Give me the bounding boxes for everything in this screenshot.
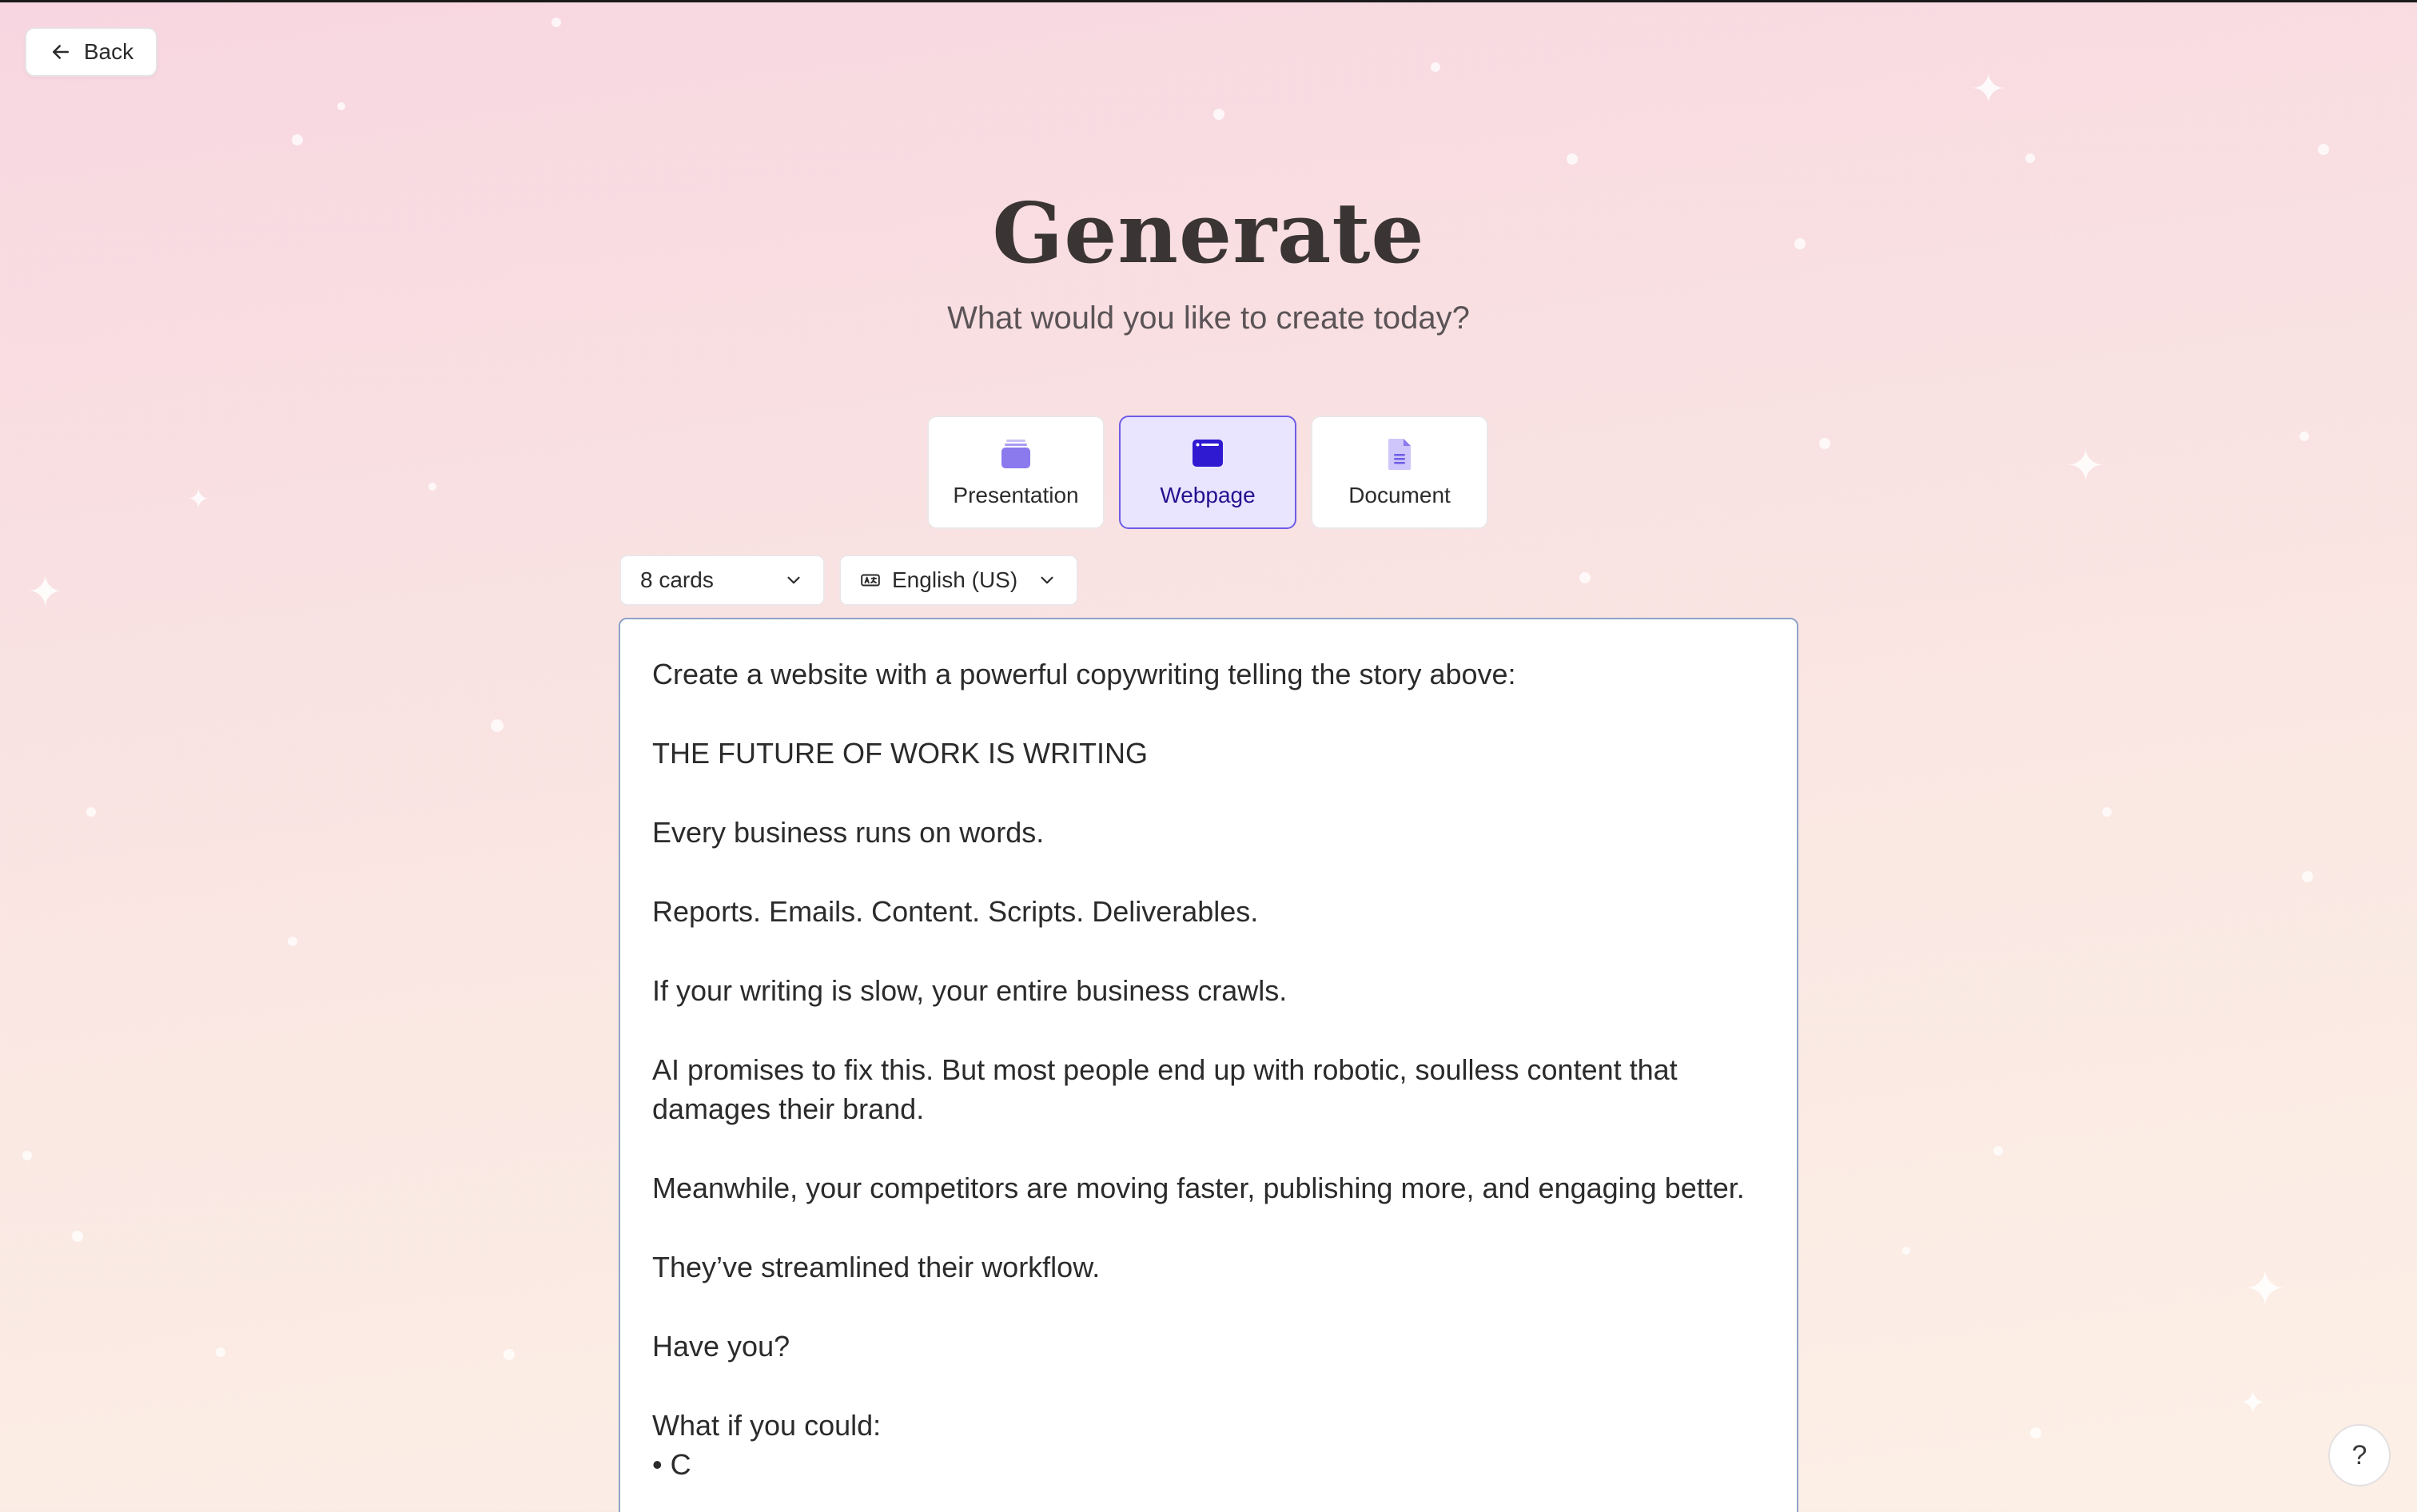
sparkle-dot: [551, 18, 561, 27]
help-icon: ?: [2351, 1439, 2367, 1470]
language-select[interactable]: [839, 555, 1078, 606]
prompt-line: AI promises to fix this. But most people end up with robotic, soulless content that damages their brand.: [652, 1053, 1686, 1125]
sparkle-dot: [2030, 1427, 2041, 1438]
sparkle-dot: [216, 1347, 225, 1357]
document-icon: [1382, 436, 1417, 472]
sparkle-dot: [2300, 432, 2309, 441]
type-card-webpage[interactable]: [1119, 416, 1296, 529]
sparkle-star: ✦: [2244, 1259, 2286, 1318]
sparkle-dot: [288, 937, 297, 946]
type-card-label: Presentation: [953, 483, 1079, 507]
type-card-document[interactable]: [1311, 416, 1488, 529]
sparkle-dot: [2302, 871, 2313, 882]
sparkle-dot: [1431, 62, 1440, 72]
sparkle-dot: [292, 134, 303, 145]
sparkle-dot: [1213, 109, 1224, 120]
sparkle-dot: [86, 807, 96, 817]
sparkle-star: ✦: [2067, 440, 2104, 492]
sparkle-star: ✦: [27, 567, 64, 617]
prompt-line: THE FUTURE OF WORK IS WRITING: [652, 737, 1148, 770]
sparkle-star: ✦: [187, 483, 210, 515]
sparkle-dot: [1993, 1146, 2003, 1156]
presentation-icon: [998, 436, 1033, 472]
chevron-down-icon: [783, 570, 804, 591]
page-title: Generate: [992, 184, 1425, 282]
chevron-down-icon: [1037, 570, 1057, 591]
sparkle-dot: [2318, 144, 2329, 155]
language-value: English (US): [892, 567, 1018, 592]
prompt-line: Meanwhile, your competitors are moving faster, publishing more, and engaging better.: [652, 1172, 1745, 1204]
type-card-presentation[interactable]: [927, 416, 1105, 529]
webpage-icon: [1190, 436, 1225, 472]
prompt-textarea[interactable]: [619, 618, 1798, 1512]
prompt-line: Create a website with a powerful copywriting telling the story above:: [652, 658, 1516, 690]
sparkle-dot: [504, 1349, 515, 1360]
type-card-label: Webpage: [1160, 483, 1256, 507]
sparkle-dot: [337, 102, 345, 110]
sparkle-dot: [428, 483, 436, 491]
window-top-border: [0, 0, 2417, 2]
generation-options: [619, 555, 1078, 606]
type-card-label: Document: [1348, 483, 1451, 507]
sparkle-dot: [2102, 807, 2112, 817]
sparkle-dot: [1902, 1247, 1910, 1255]
back-button[interactable]: [25, 27, 157, 77]
sparkle-star: ✦: [1971, 66, 2006, 113]
sparkle-dot: [1579, 572, 1591, 583]
help-button[interactable]: [2328, 1424, 2391, 1486]
sparkle-dot: [22, 1151, 32, 1160]
prompt-line: • C: [652, 1448, 691, 1481]
sparkle-star: ✦: [2240, 1385, 2267, 1422]
prompt-line: If your writing is slow, your entire business crawls.: [652, 974, 1288, 1007]
prompt-line: They’ve streamlined their workflow.: [652, 1251, 1101, 1283]
prompt-line: Have you?: [652, 1330, 790, 1363]
sparkle-dot: [1819, 438, 1830, 449]
content-type-selector: [927, 416, 1488, 529]
back-button-label: Back: [83, 39, 134, 64]
prompt-line: Every business runs on words.: [652, 816, 1045, 849]
arrow-left-icon: [49, 40, 73, 64]
sparkle-dot: [2025, 153, 2035, 163]
sparkle-dot: [491, 719, 504, 732]
prompt-line: What if you could:: [652, 1409, 882, 1442]
card-count-select[interactable]: [619, 555, 825, 606]
card-count-value: 8 cards: [640, 567, 714, 592]
page-subtitle: What would you like to create today?: [947, 300, 1470, 336]
prompt-line: Reports. Emails. Content. Scripts. Deliverables.: [652, 895, 1259, 928]
sparkle-dot: [1567, 153, 1578, 165]
language-icon: [860, 570, 881, 591]
sparkle-dot: [72, 1231, 83, 1242]
